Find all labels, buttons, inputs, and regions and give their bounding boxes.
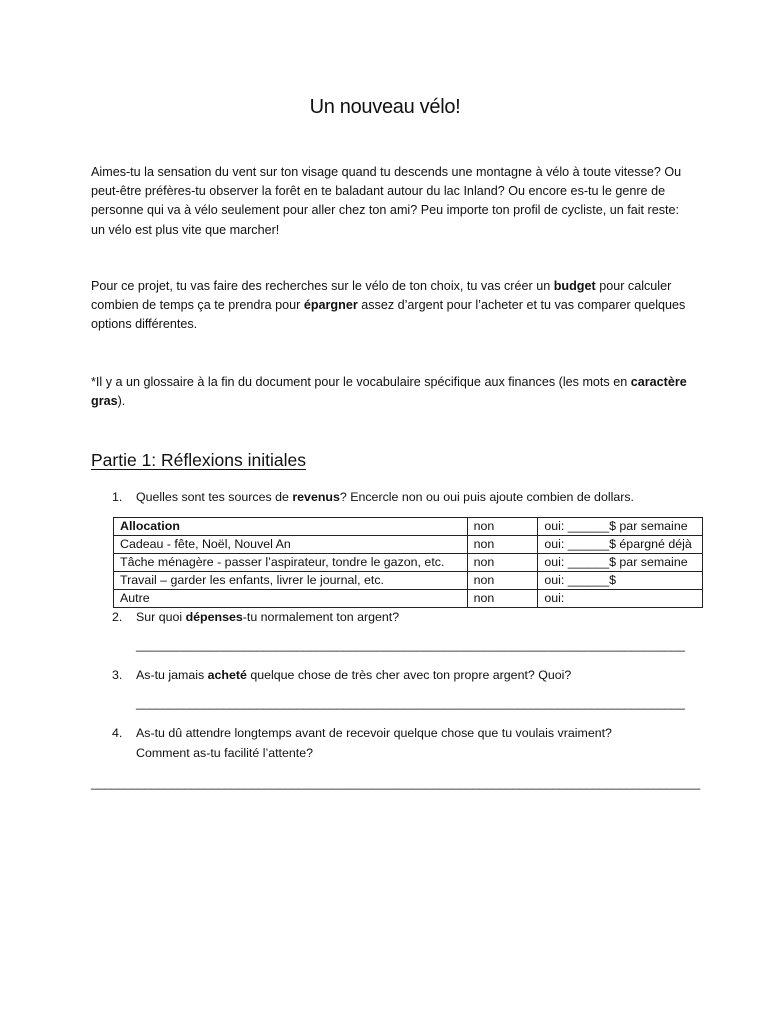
source-cell: Cadeau - fête, Noël, Nouvel An [114, 536, 468, 554]
question-number: 4. [112, 726, 123, 740]
non-cell[interactable]: non [467, 536, 538, 554]
page-title: Un nouveau vélo! [309, 96, 461, 118]
oui-cell[interactable]: oui: ______$ par semaine [538, 554, 703, 572]
glossary-text-2: ). [117, 394, 126, 409]
q2-text-a: Sur quoi [136, 610, 186, 624]
budget-term: budget [553, 279, 596, 293]
non-cell[interactable]: non [467, 572, 538, 590]
question-text [136, 723, 676, 763]
table-row [114, 572, 703, 590]
oui-cell[interactable]: oui: ______$ épargné déjà [538, 536, 703, 554]
oui-cell[interactable]: oui: ______$ par semaine [538, 518, 703, 536]
revenus-term: revenus [292, 490, 340, 504]
project-text-1: Pour ce projet, tu vas faire des recherches sur le vélo de ton choix, tu vas créer un [91, 279, 554, 293]
income-sources-table [113, 517, 703, 608]
epargner-term: épargner [303, 298, 358, 313]
glossary-note [91, 373, 691, 411]
non-cell[interactable]: non [467, 554, 538, 572]
glossary-text-1: *Il y a un glossaire à la fin du document pour le vocabulaire spécifique aux finances (les mots en [91, 375, 631, 389]
table-row [114, 554, 703, 572]
answer-line[interactable]: ___________________________________________________________________________________________ [91, 776, 700, 790]
source-cell: Tâche ménagère - passer l’aspirateur, tondre le gazon, etc. [114, 554, 468, 572]
q3-text-b: quelque chose de très cher avec ton propre argent? Quoi? [246, 668, 572, 682]
achete-term: acheté [207, 668, 247, 682]
table-row [114, 518, 703, 536]
question-number: 3. [112, 668, 123, 682]
q4-line-1: As-tu dû attendre longtemps avant de recevoir quelque chose que tu voulais vraiment? [136, 726, 612, 740]
depenses-term: dépenses [185, 610, 243, 624]
q3-text-a: As-tu jamais [136, 668, 208, 682]
intro-paragraph: Aimes-tu la sensation du vent sur ton visage quand tu descends une montagne à vélo à toute vitesse? Ou peut-être préfères-tu observer la forêt en te baladant autour du lac Inland? Ou encore es-tu le genre de personne qui va à vélo seulement pour aller chez ton ami? Peu importe ton profil de cycliste, un fait reste: un vélo est plus vite que marcher! [91, 165, 682, 237]
q4-line-2: Comment as-tu facilité l’attente? [136, 746, 313, 760]
table-row [114, 590, 703, 608]
answer-line[interactable]: __________________________________________________________________________________ [136, 638, 685, 652]
q1-text-b: ? Encercle non ou oui puis ajoute combien de dollars. [339, 490, 634, 504]
q2-text-b: -tu normalement ton argent? [242, 610, 400, 624]
question-text [136, 607, 676, 627]
project-paragraph [91, 277, 691, 335]
non-cell[interactable]: non [467, 590, 538, 608]
source-cell: Allocation [114, 518, 468, 536]
question-text [136, 665, 676, 685]
source-cell: Autre [114, 590, 468, 608]
project-text-3: assez d’argent pour l’acheter et tu vas comparer quelques options différentes. [91, 298, 686, 332]
glossary-bold: caractère gras [91, 375, 687, 409]
non-cell[interactable]: non [467, 518, 538, 536]
question-number: 2. [112, 610, 123, 624]
source-cell: Travail – garder les enfants, livrer le journal, etc. [114, 572, 468, 590]
answer-line[interactable]: __________________________________________________________________________________ [136, 696, 685, 710]
question-number: 1. [112, 490, 123, 504]
question-text [136, 487, 676, 507]
oui-cell[interactable]: oui: [538, 590, 703, 608]
q1-text-a: Quelles sont tes sources de [136, 490, 293, 504]
oui-cell[interactable]: oui: ______$ [538, 572, 703, 590]
table-row [114, 536, 703, 554]
section-heading: Partie 1: Réflexions initiales [91, 450, 306, 470]
project-text-2: pour calculer combien de temps ça te prendra pour [91, 279, 672, 313]
